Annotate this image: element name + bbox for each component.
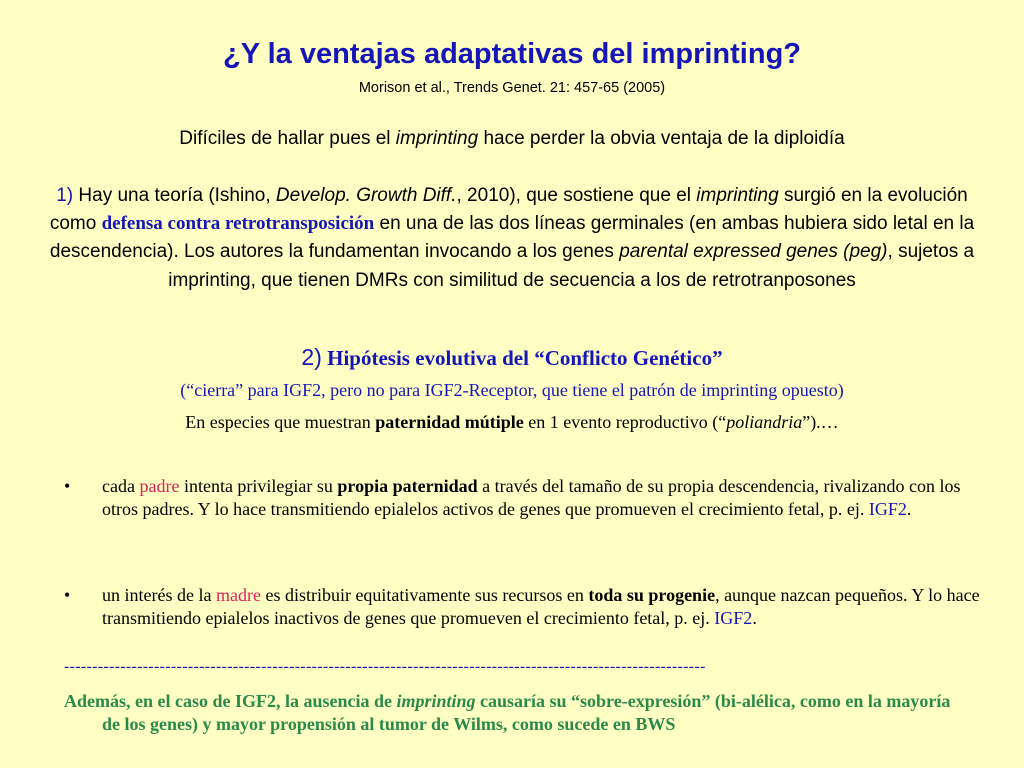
intro-em: imprinting	[395, 128, 479, 149]
slide-title: ¿Y la ventajas adaptativas del imprinting?	[222, 38, 802, 70]
bullet-mother-t2: es distribuir equitativamente sus recursos en	[260, 585, 589, 605]
hypothesis-1-em-1: imprinting	[696, 185, 779, 206]
bullet-mother-t4: .	[752, 608, 757, 628]
bullet-father-t2: intenta privilegiar su	[179, 476, 338, 496]
species-after: ”).…	[802, 412, 839, 432]
bullet-mother-t3: , aunque nazcan pequeños. Y lo hace transmitiendo epialelos inactivos de genes que promueven el crecimiento fetal, p. ej.	[102, 585, 980, 628]
bullet-mother-t1: un interés de la	[102, 585, 216, 605]
species-em: poliandria	[726, 412, 803, 432]
bullet-marker: •	[64, 585, 71, 605]
species-before: En especies que muestran	[185, 412, 376, 432]
bullet-father-gene: IGF2	[868, 499, 907, 519]
hypothesis-1-journal: Develop. Growth Diff.	[275, 185, 457, 206]
citation: Morison et al., Trends Genet. 21: 457-65 (2005)	[358, 80, 666, 96]
intro-before: Difíciles de hallar pues el	[179, 128, 396, 149]
hypothesis-1-text-5: , sujetos a imprinting, que tienen DMRs con similitud de secuencia a los de retrotranposones	[168, 241, 975, 291]
hypothesis-1-paragraph	[40, 182, 984, 295]
hypothesis-1-text-2: , 2010), que sostiene que el	[456, 185, 697, 206]
species-mid: en 1 evento reproductivo (“	[523, 412, 727, 432]
bullet-father-t3: a través del tamaño de su propia descendencia, rivalizando con los otros padres. Y lo hace transmitiendo epialelos activos de genes que promueven el crecimiento fetal, p. ej.	[102, 476, 961, 519]
hypothesis-1-text-3: surgió en la evolución como	[49, 185, 968, 235]
additional-em: imprinting	[396, 691, 476, 711]
hypothesis-2-heading	[0, 344, 1024, 371]
bullet-mother	[64, 584, 984, 630]
bullet-mother-bold: toda su progenie	[588, 585, 716, 605]
hypothesis-2-title: Hipótesis evolutiva del “Conflicto Genético”	[321, 346, 723, 370]
hypothesis-1-em-2: parental expressed genes (peg)	[619, 241, 888, 263]
bullet-mother-parent: madre	[215, 585, 261, 605]
species-bold: paternidad mútiple	[375, 412, 524, 432]
hypothesis-2-note: (“cierra” para IGF2, pero no para IGF2-Receptor, que tiene el patrón de imprinting opuesto)	[180, 380, 844, 400]
bullet-mother-gene: IGF2	[714, 608, 753, 628]
hypothesis-1-text-1: Hay una teoría (Ishino,	[73, 185, 276, 206]
bullet-father-t1: cada	[102, 476, 140, 496]
additional-note	[64, 690, 964, 736]
bullet-mother-text	[102, 584, 984, 630]
hypothesis-2-number: 2)	[301, 344, 322, 370]
additional-t2: causaría su “sobre-expresión” (bi-alélica, como en la mayoría de los genes) y mayor propensión al tumor de Wilms, como sucede en BWS	[102, 691, 951, 734]
intro-text	[0, 128, 1024, 150]
dashed-divider: ------------------------------------------------------------------------------------------------------------------	[64, 658, 706, 675]
hypothesis-1-number: 1)	[56, 185, 74, 206]
bullet-marker: •	[64, 476, 71, 496]
bullet-father	[64, 475, 984, 521]
hypothesis-2-species	[0, 412, 1024, 433]
additional-t1: Además, en el caso de IGF2, la ausencia de	[64, 691, 397, 711]
bullet-father-t4: .	[906, 499, 912, 519]
bullet-father-bold: propia paternidad	[337, 476, 478, 496]
additional-note-text	[64, 690, 964, 736]
bullet-father-parent: padre	[139, 476, 180, 496]
hypothesis-1-highlight: defensa contra retrotransposición	[101, 213, 375, 235]
hypothesis-1-text-4: en una de las dos líneas germinales (en ambas hubiera sido letal en la descendencia). Los autores la fundamentan invocando a los genes	[49, 213, 975, 263]
bullet-father-text	[102, 475, 984, 521]
intro-after: hace perder la obvia ventaja de la diploidía	[478, 128, 845, 149]
